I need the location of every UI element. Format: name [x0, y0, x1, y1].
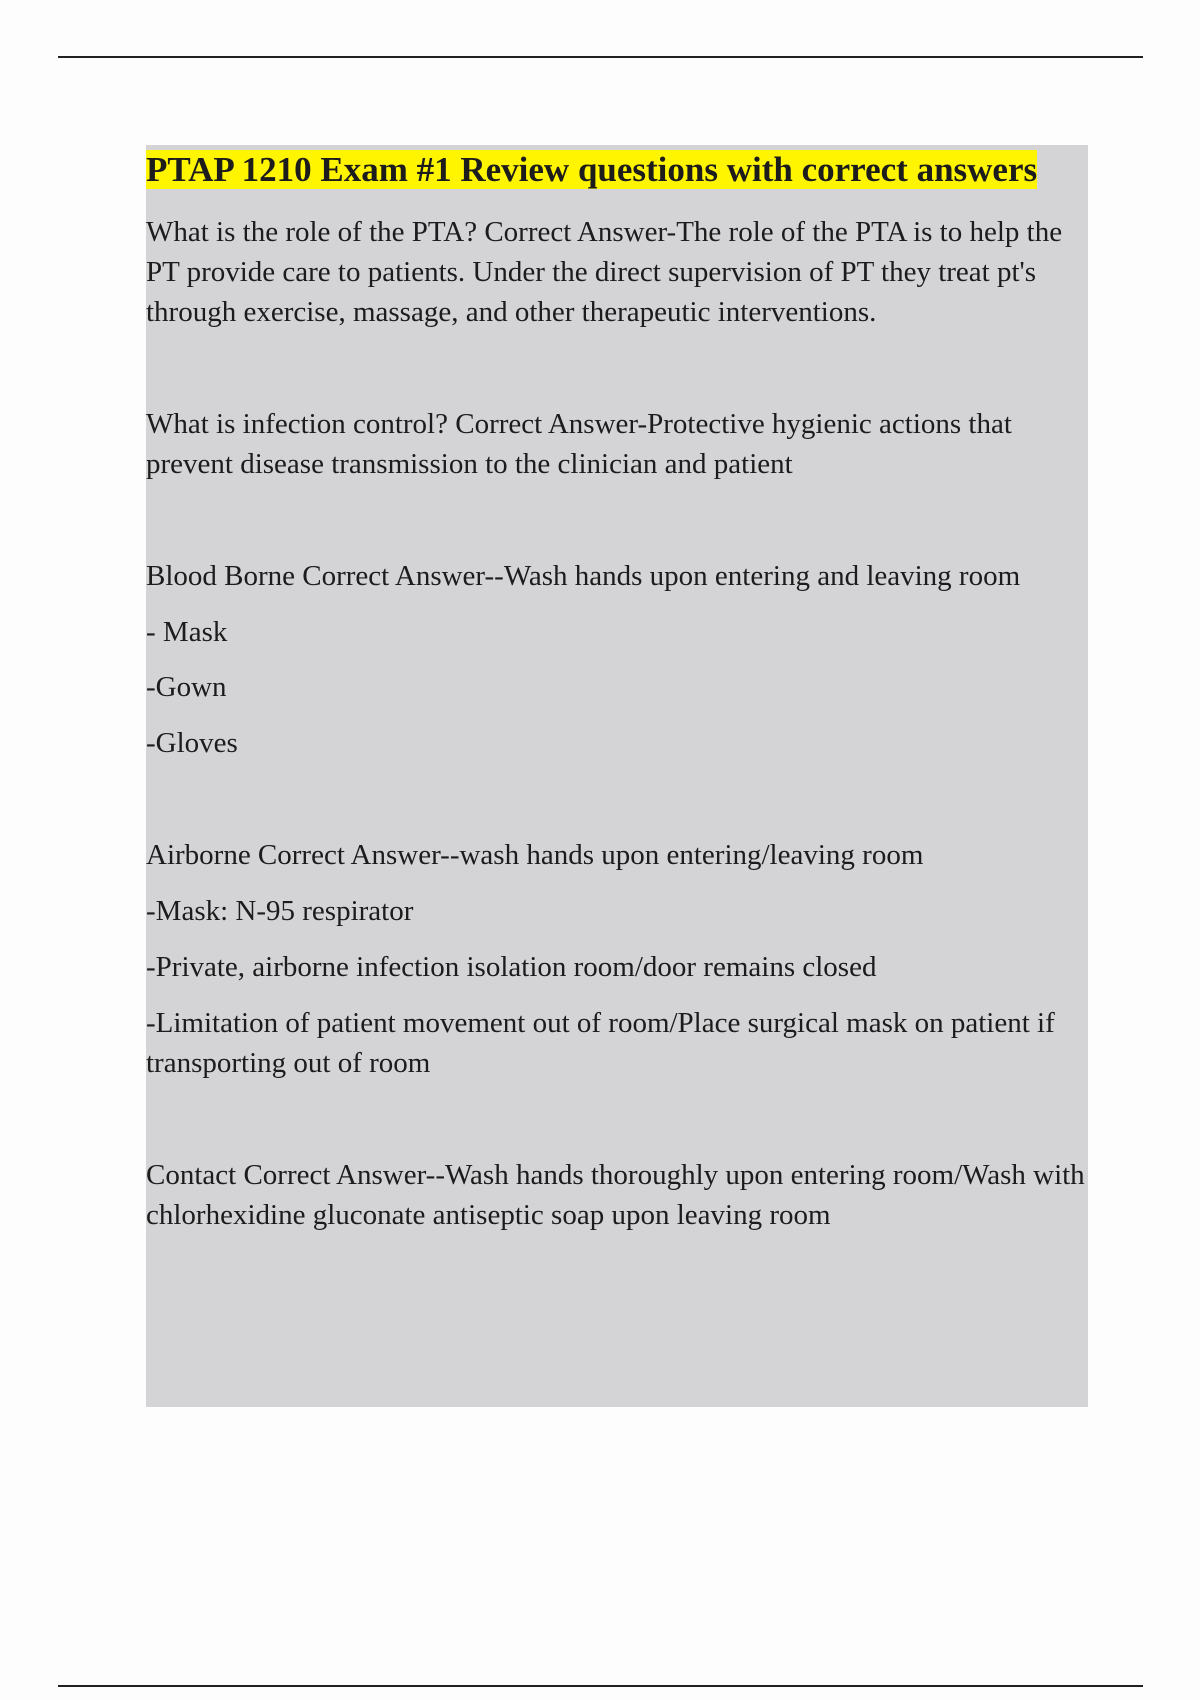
- title-text: PTAP 1210 Exam #1 Review questions with correct answers: [146, 150, 1038, 189]
- question-airborne: Airborne Correct Answer--wash hands upon entering/leaving room: [146, 839, 924, 871]
- document-title: [146, 145, 1046, 195]
- footer-rule: [58, 1685, 1143, 1687]
- airborne-line-mask: -Mask: N-95 respirator: [146, 895, 414, 927]
- blood-borne-line-gloves: -Gloves: [146, 727, 238, 759]
- header-rule: [58, 56, 1143, 58]
- question-role-of-pta: What is the role of the PTA? Correct Answer-The role of the PTA is to help the PT provide care to patients. Under the direct supervision of PT they treat pt's through exercise, massage, and other therapeutic interventions.: [146, 216, 1063, 328]
- airborne-line-limitation: -Limitation of patient movement out of room/Place surgical mask on patient if transporting out of room: [146, 1007, 1055, 1079]
- blood-borne-line-mask: - Mask: [146, 616, 228, 648]
- question-blood-borne: Blood Borne Correct Answer--Wash hands upon entering and leaving room: [146, 560, 1021, 592]
- question-infection-control: What is infection control? Correct Answer-Protective hygienic actions that prevent disease transmission to the clinician and patient: [146, 408, 1012, 480]
- highlighted-content-block: [146, 145, 1088, 1407]
- airborne-line-private-room: -Private, airborne infection isolation room/door remains closed: [146, 951, 877, 983]
- blood-borne-line-gown: -Gown: [146, 671, 227, 703]
- question-contact: Contact Correct Answer--Wash hands thoroughly upon entering room/Wash with chlorhexidine gluconate antiseptic soap upon leaving room: [146, 1159, 1085, 1231]
